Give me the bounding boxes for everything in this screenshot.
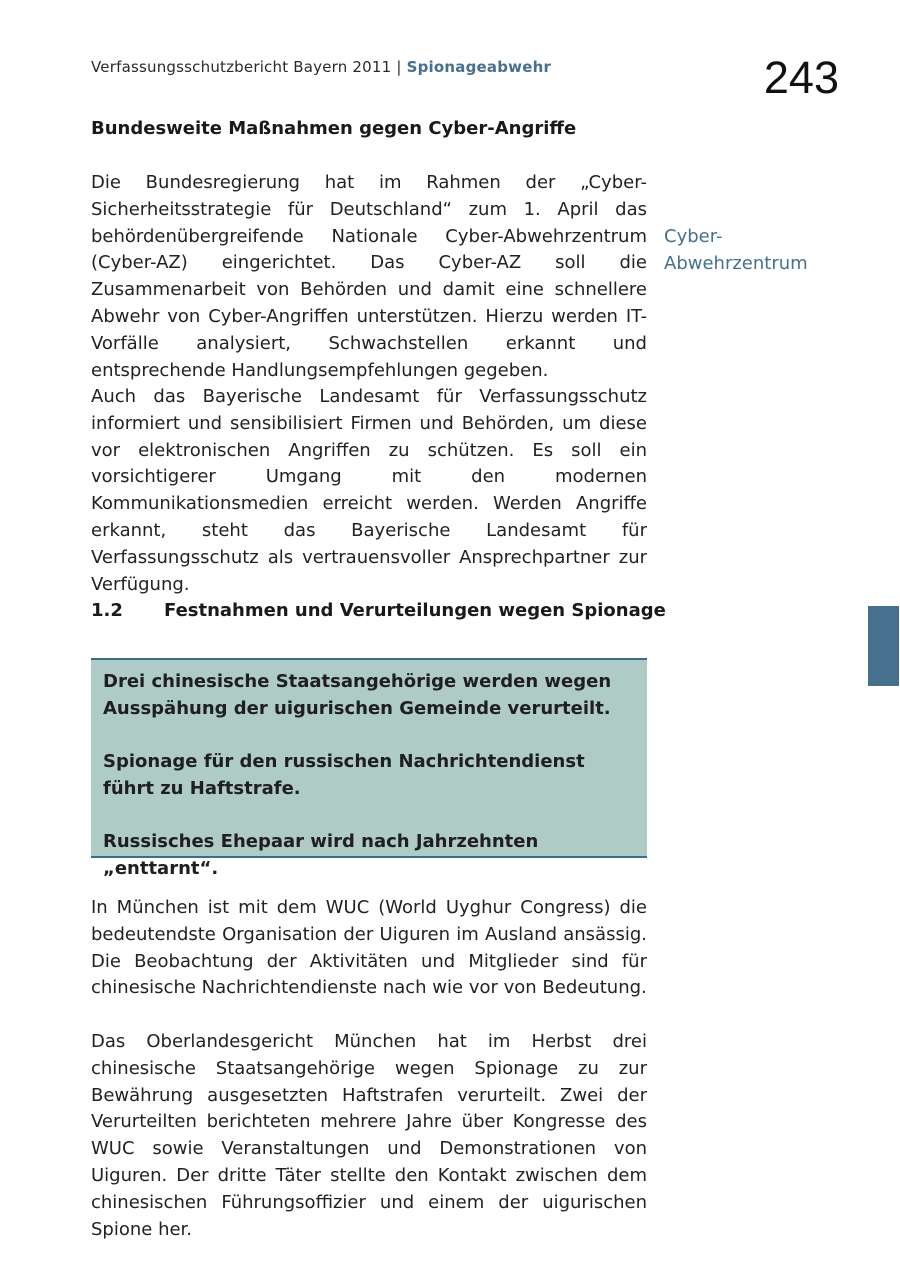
report-title: Verfassungsschutzbericht Bayern 2011 (91, 58, 392, 76)
spionage-paragraph-2: Das Oberlandesgericht München hat im Herbst drei chinesische Staatsangehörige wegen Spionage zu zur Bewährung ausgesetzten Haftstrafen verurteilt. Zwei der Verurteilten berichteten mehrere Jahre über Kongresse des WUC sowie Veranstaltungen und Demonstrationen von Uiguren. Der dritte Täter stellte den Kontakt zwischen dem chinesischen Führungsoffizier und einem der uigurischen Spione her. (91, 1031, 647, 1240)
running-header (91, 58, 551, 76)
margin-note: Cyber-Abwehrzentrum (664, 226, 808, 274)
summary-box (91, 658, 647, 879)
section-title: Festnahmen und Verurteilungen wegen Spionage (164, 600, 666, 621)
cyber-paragraph-1: Die Bundesregierung hat im Rahmen der „Cyber-Sicherheitsstrategie für Deutschland“ zum 1. April das behördenübergreifende Nationale Cyber-Abwehrzentrum (Cyber-AZ) eingerichtet. Das Cyber-AZ soll die Zusammenarbeit von Behörden und damit eine schnellere Abwehr von Cyber-Angriffen unterstützen. Hierzu werden IT-Vorfälle analysiert, Schwachstellen erkannt und entsprechende Handlungsempfehlungen gegeben. (91, 172, 647, 381)
page-number: 243 (763, 52, 839, 103)
summary-item: Russisches Ehepaar wird nach Jahrzehnten „enttarnt“. (103, 831, 539, 879)
header-section: Spionageabwehr (406, 58, 552, 76)
header-separator: | (396, 58, 402, 76)
cyber-heading: Bundesweite Maßnahmen gegen Cyber-Angriffe (91, 118, 577, 139)
spionage-paragraph-1: In München ist mit dem WUC (World Uyghur Congress) die bedeutendste Organisation der Uiguren im Ausland ansässig. Die Beobachtung der Aktivitäten und Mitglieder sind für chinesische Nachrichtendienste nach wie vor von Bedeutung. (91, 897, 647, 999)
cyber-paragraph-2: Auch das Bayerische Landesamt für Verfassungsschutz informiert und sensibilisiert Firmen und Behörden, um diese vor elektronischen Angriffen zu schützen. Es soll ein vorsichtigerer Umgang mit den modernen Kommunikationsmedien erreicht werden. Werden Angriffe erkannt, steht das Bayerische Landesamt für Verfassungsschutz als vertrauensvoller Ansprechpartner zur Verfügung. (91, 386, 647, 595)
chapter-tab-marker (868, 606, 899, 686)
section-number: 1.2 (91, 600, 123, 621)
summary-item: Spionage für den russischen Nachrichtendienst führt zu Haftstrafe. (103, 751, 585, 799)
summary-item: Drei chinesische Staatsangehörige werden wegen Ausspähung der uigurischen Gemeinde verurteilt. (103, 671, 612, 719)
